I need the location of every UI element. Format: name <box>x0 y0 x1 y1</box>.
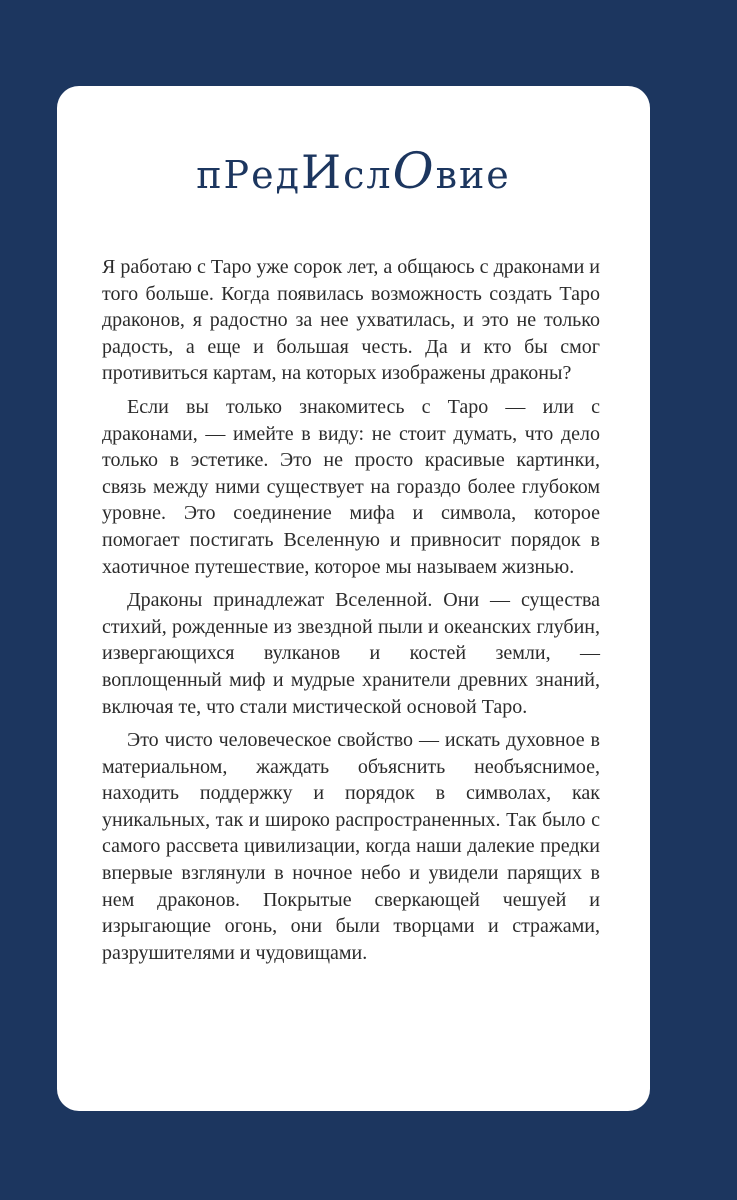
chapter-title <box>57 142 650 200</box>
page-card <box>57 86 650 1111</box>
paragraph-2: Если вы только знакомитесь с Таро — или с драконами, — имейте в виду: не стоит думать, что дело только в эстетике. Это не просто красивые картинки, связь между ними существует на гораздо более глубоком уровне. Это соединение мифа и символа, которое помогает постигать Вселенную и привносит порядок в хаотичное путешествие, которое мы называем жизнью. <box>102 395 600 578</box>
title-part-4: сл <box>343 153 393 197</box>
paragraph-4: Это чисто человеческое свойство — искать духовное в материальном, жаждать объяснить необъяснимое, находить поддержку и порядок в символах, как уникальных, так и широко распространенных. Так было с самого рассвета цивилизации, когда наши далекие предки впервые взглянули в ночное небо и увидели парящих в нем драконов. Покрытые сверкающей чешуей и изрыгающие огонь, они были творцами и стражами, разрушителями и чудовищами. <box>102 729 600 964</box>
title-part-3: И <box>301 145 344 199</box>
title-part-6: вие <box>435 153 511 197</box>
title-part-2: ед <box>251 153 302 197</box>
title-part-5: О <box>392 142 436 200</box>
body-text <box>102 254 600 973</box>
title-part-1: пР <box>196 153 252 197</box>
paragraph-3: Драконы принадлежат Вселенной. Они — существа стихий, рожденные из звездной пыли и океанских глубин, извергающихся вулканов и костей земли, — воплощенный миф и мудрые хранители древних знаний, включая те, что стали мистической основой Таро. <box>102 589 600 718</box>
paragraph-1: Я работаю с Таро уже сорок лет, а общаюсь с драконами и того больше. Когда появилась возможность создать Таро драконов, я радостно за нее ухватилась, и это не только радость, а еще и большая честь. Да и кто бы смог противиться картам, на которых изображены драконы? <box>102 256 600 385</box>
